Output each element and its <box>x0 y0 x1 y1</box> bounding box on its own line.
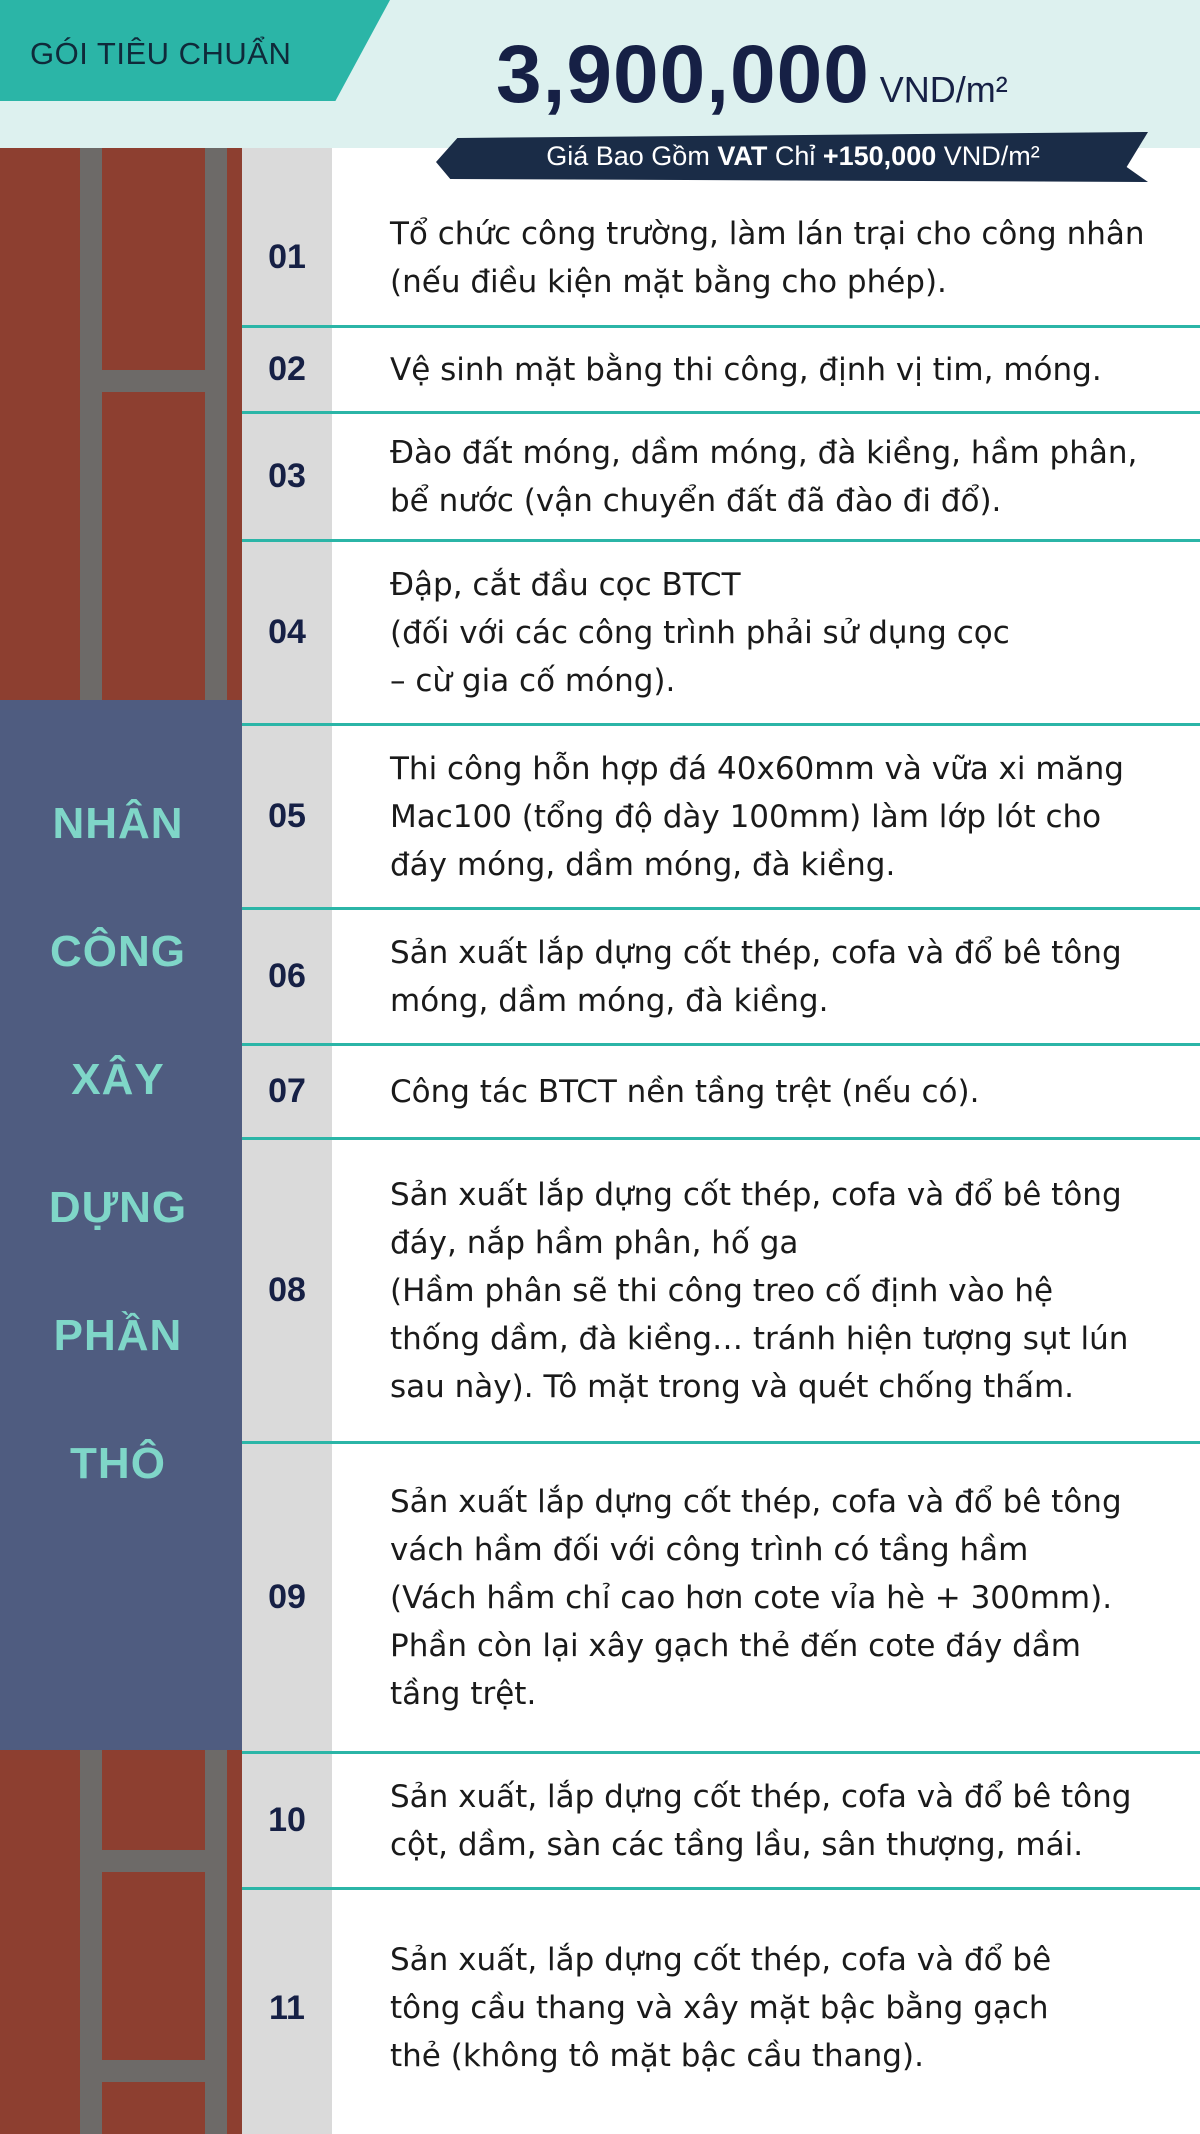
list-item <box>242 1890 1200 2126</box>
side-title-word: THÔ <box>70 1439 166 1488</box>
item-number: 07 <box>268 1072 306 1110</box>
item-number: 10 <box>268 1801 306 1839</box>
vat-prefix: Giá Bao Gồm <box>546 141 718 171</box>
price-value: 3,900,000 <box>496 29 870 120</box>
vat-text <box>438 133 1148 179</box>
list-item <box>242 910 1200 1046</box>
item-text: Đào đất móng, dầm móng, đà kiềng, hầm phân, bể nước (vận chuyển đất đã đào đi đổ). <box>390 434 1138 519</box>
list-item <box>242 726 1200 910</box>
item-number: 04 <box>268 613 306 651</box>
side-title-word: DỰNG <box>48 1183 188 1232</box>
list-item <box>242 328 1200 414</box>
item-number: 09 <box>268 1578 306 1616</box>
vat-unit: VND/m² <box>936 141 1040 171</box>
item-number: 02 <box>268 350 306 388</box>
item-text: Vệ sinh mặt bằng thi công, định vị tim, móng. <box>390 351 1102 388</box>
side-title-word: NHÂN <box>52 799 184 848</box>
list-item <box>242 542 1200 726</box>
list-item <box>242 1046 1200 1140</box>
list-item <box>242 1140 1200 1444</box>
item-text: Sản xuất lắp dựng cốt thép, cofa và đổ bê tông đáy, nắp hầm phân, hố ga (Hầm phân sẽ thi công treo cố định vào hệ thống dầm, đà kiềng… tránh hiện tượng sụt lún sau này). Tô mặt trong và quét chống thấm. <box>390 1176 1129 1405</box>
item-text: Thi công hỗn hợp đá 40x60mm và vữa xi măng Mac100 (tổng độ dày 100mm) làm lớp lót cho đáy móng, dầm móng, đà kiềng. <box>390 750 1124 883</box>
item-number: 06 <box>268 957 306 995</box>
side-title-word: XÂY <box>71 1055 165 1104</box>
item-number: 11 <box>269 1988 305 2027</box>
price-line <box>496 28 1176 118</box>
item-text: Sản xuất lắp dựng cốt thép, cofa và đổ bê tông móng, dầm móng, đà kiềng. <box>390 934 1122 1019</box>
item-number: 05 <box>268 797 306 835</box>
item-text: Tổ chức công trường, làm lán trại cho công nhân (nếu điều kiện mặt bằng cho phép). <box>390 215 1145 300</box>
list-item <box>242 1754 1200 1890</box>
price-header <box>0 0 1200 148</box>
side-title <box>0 760 236 1488</box>
vat-amount: +150,000 <box>822 141 937 171</box>
list-item <box>242 414 1200 542</box>
vat-middle: Chỉ <box>767 141 823 171</box>
side-title-word: CÔNG <box>50 927 186 976</box>
package-label: GÓI TIÊU CHUẨN <box>30 36 292 71</box>
item-text: Sản xuất, lắp dựng cốt thép, cofa và đổ bê tông cột, dầm, sàn các tầng lầu, sân thượng, mái. <box>390 1778 1132 1863</box>
work-items-list <box>242 190 1200 2126</box>
item-text: Sản xuất lắp dựng cốt thép, cofa và đổ bê tông vách hầm đối với công trình có tầng hầm (Vách hầm chỉ cao hơn cote vỉa hè + 300mm). Phần còn lại xây gạch thẻ đến cote đáy dầm tầng trệt. <box>390 1483 1122 1712</box>
price-unit: VND/m² <box>879 69 1008 110</box>
item-text: Sản xuất, lắp dựng cốt thép, cofa và đổ bê tông cầu thang và xây mặt bậc bằng gạch thẻ (không tô mặt bậc cầu thang). <box>390 1942 1052 2074</box>
side-title-word: PHẦN <box>53 1311 183 1360</box>
list-item <box>242 190 1200 328</box>
item-number: 01 <box>268 238 306 276</box>
list-item <box>242 1444 1200 1754</box>
item-text: Công tác BTCT nền tầng trệt (nếu có). <box>390 1073 980 1110</box>
item-number: 08 <box>268 1271 306 1309</box>
vat-word: VAT <box>717 141 768 171</box>
item-text: Đập, cắt đầu cọc BTCT (đối với các công trình phải sử dụng cọc – cừ gia cố móng). <box>390 566 1010 699</box>
item-number: 03 <box>268 457 306 495</box>
